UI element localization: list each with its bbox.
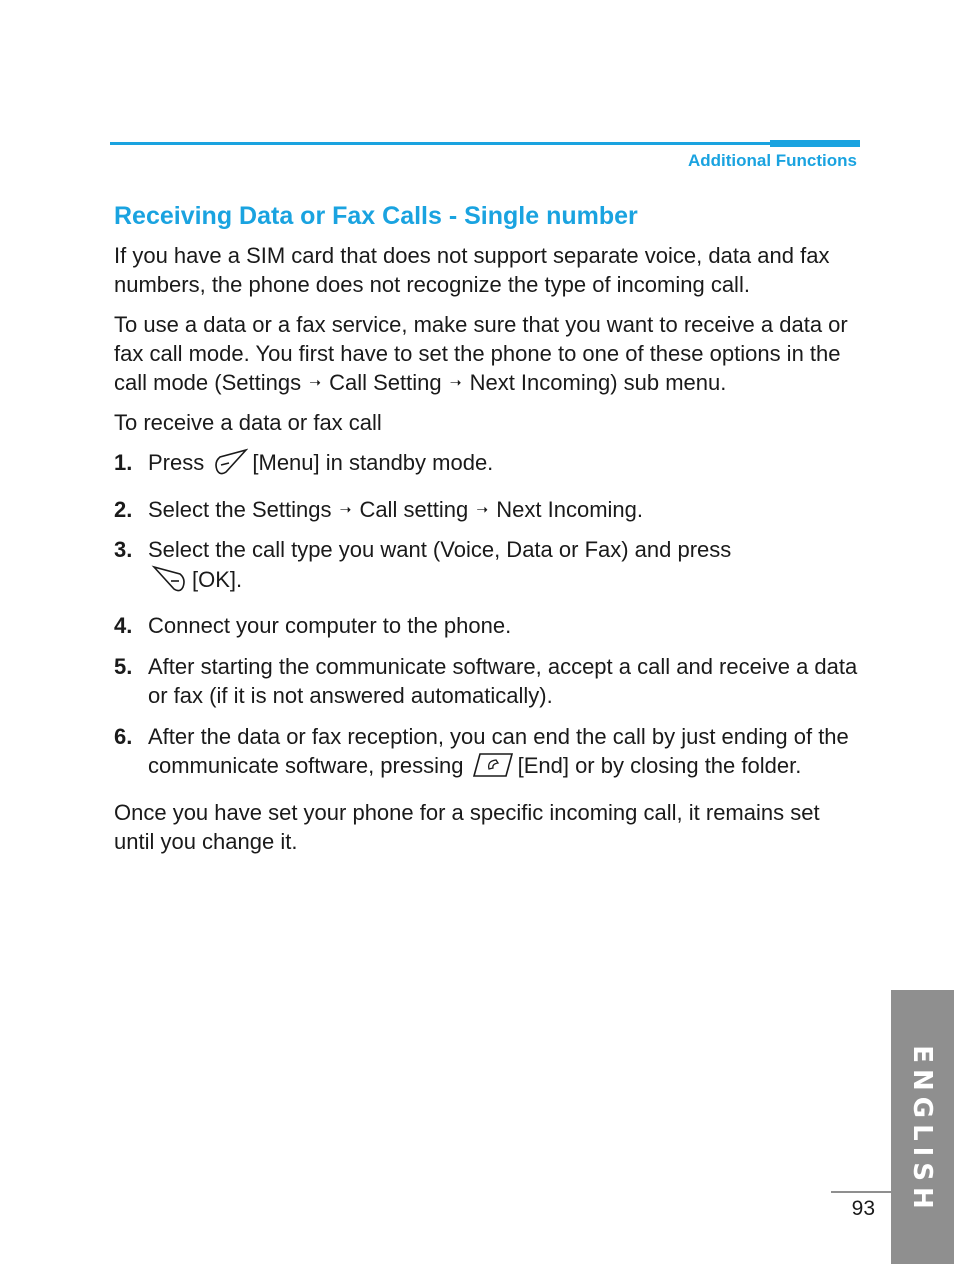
page-number-rule — [831, 1191, 891, 1193]
right-arrow-icon: ➝ — [449, 374, 462, 390]
step-text: [OK]. — [192, 566, 243, 592]
language-label: ENGLISH — [907, 1045, 937, 1215]
step-item — [114, 535, 859, 600]
step-text: After starting the communicate software, accept a call and receive a data or fax (if it is not answered automatically). — [148, 653, 858, 708]
step-item — [114, 722, 859, 787]
step-number: 5. — [114, 653, 133, 679]
step-number: 6. — [114, 723, 133, 749]
right-arrow-icon: ➝ — [476, 500, 489, 517]
step-text: Select the Settings — [148, 496, 332, 522]
step-text: [End] or by closing the folder. — [517, 753, 802, 778]
step-text: [Menu] in standby mode. — [252, 450, 494, 475]
step-text: Connect your computer to the phone. — [148, 613, 512, 638]
paragraph-text: To use a data or a fax service, make sure that you want to receive a data or fax call mode. You first have to set the phone to one of these options in the call mode (Settings — [114, 312, 848, 395]
paragraph-text: Call Setting — [329, 370, 442, 395]
step-number: 3. — [114, 537, 133, 562]
step-text: After the data or fax reception, you can end the call by just ending of the communicate software, pressing — [148, 723, 849, 778]
right-arrow-icon: ➝ — [309, 374, 321, 390]
step-number: 2. — [114, 496, 133, 522]
left-soft-key-icon — [212, 448, 248, 484]
step-number: 4. — [114, 613, 133, 638]
step-item — [114, 611, 859, 641]
closing-paragraph: Once you have set your phone for a specific incoming call, it remains set until you change it. — [114, 799, 820, 854]
step-text: Next Incoming. — [496, 496, 643, 522]
paragraph-sim-intro: If you have a SIM card that does not support separate voice, data and fax numbers, the phone does not recognize the type of incoming call. — [114, 243, 830, 297]
step-text: Press — [148, 450, 205, 475]
right-arrow-icon: ➝ — [339, 500, 352, 517]
header-rule — [110, 142, 772, 145]
step-item — [114, 652, 859, 711]
page-title: Receiving Data or Fax Calls - Single number — [114, 202, 638, 230]
step-item — [114, 495, 859, 525]
section-label: Additional Functions — [687, 151, 857, 170]
step-number: 1. — [114, 450, 133, 475]
paragraph-call-mode — [114, 310, 859, 397]
end-key-icon — [472, 751, 514, 787]
step-text: Call setting — [359, 496, 469, 522]
steps-intro: To receive a data or fax call — [114, 410, 382, 435]
right-soft-key-icon — [150, 565, 188, 601]
steps-list — [114, 448, 859, 787]
page-content — [114, 199, 859, 867]
step-text: Select the call type you want (Voice, Data or Fax) and press — [148, 537, 732, 562]
step-item — [114, 448, 859, 484]
header-rule-accent — [770, 140, 860, 147]
page-number: 93 — [851, 1197, 875, 1220]
paragraph-text: Next Incoming) sub menu. — [469, 370, 727, 395]
